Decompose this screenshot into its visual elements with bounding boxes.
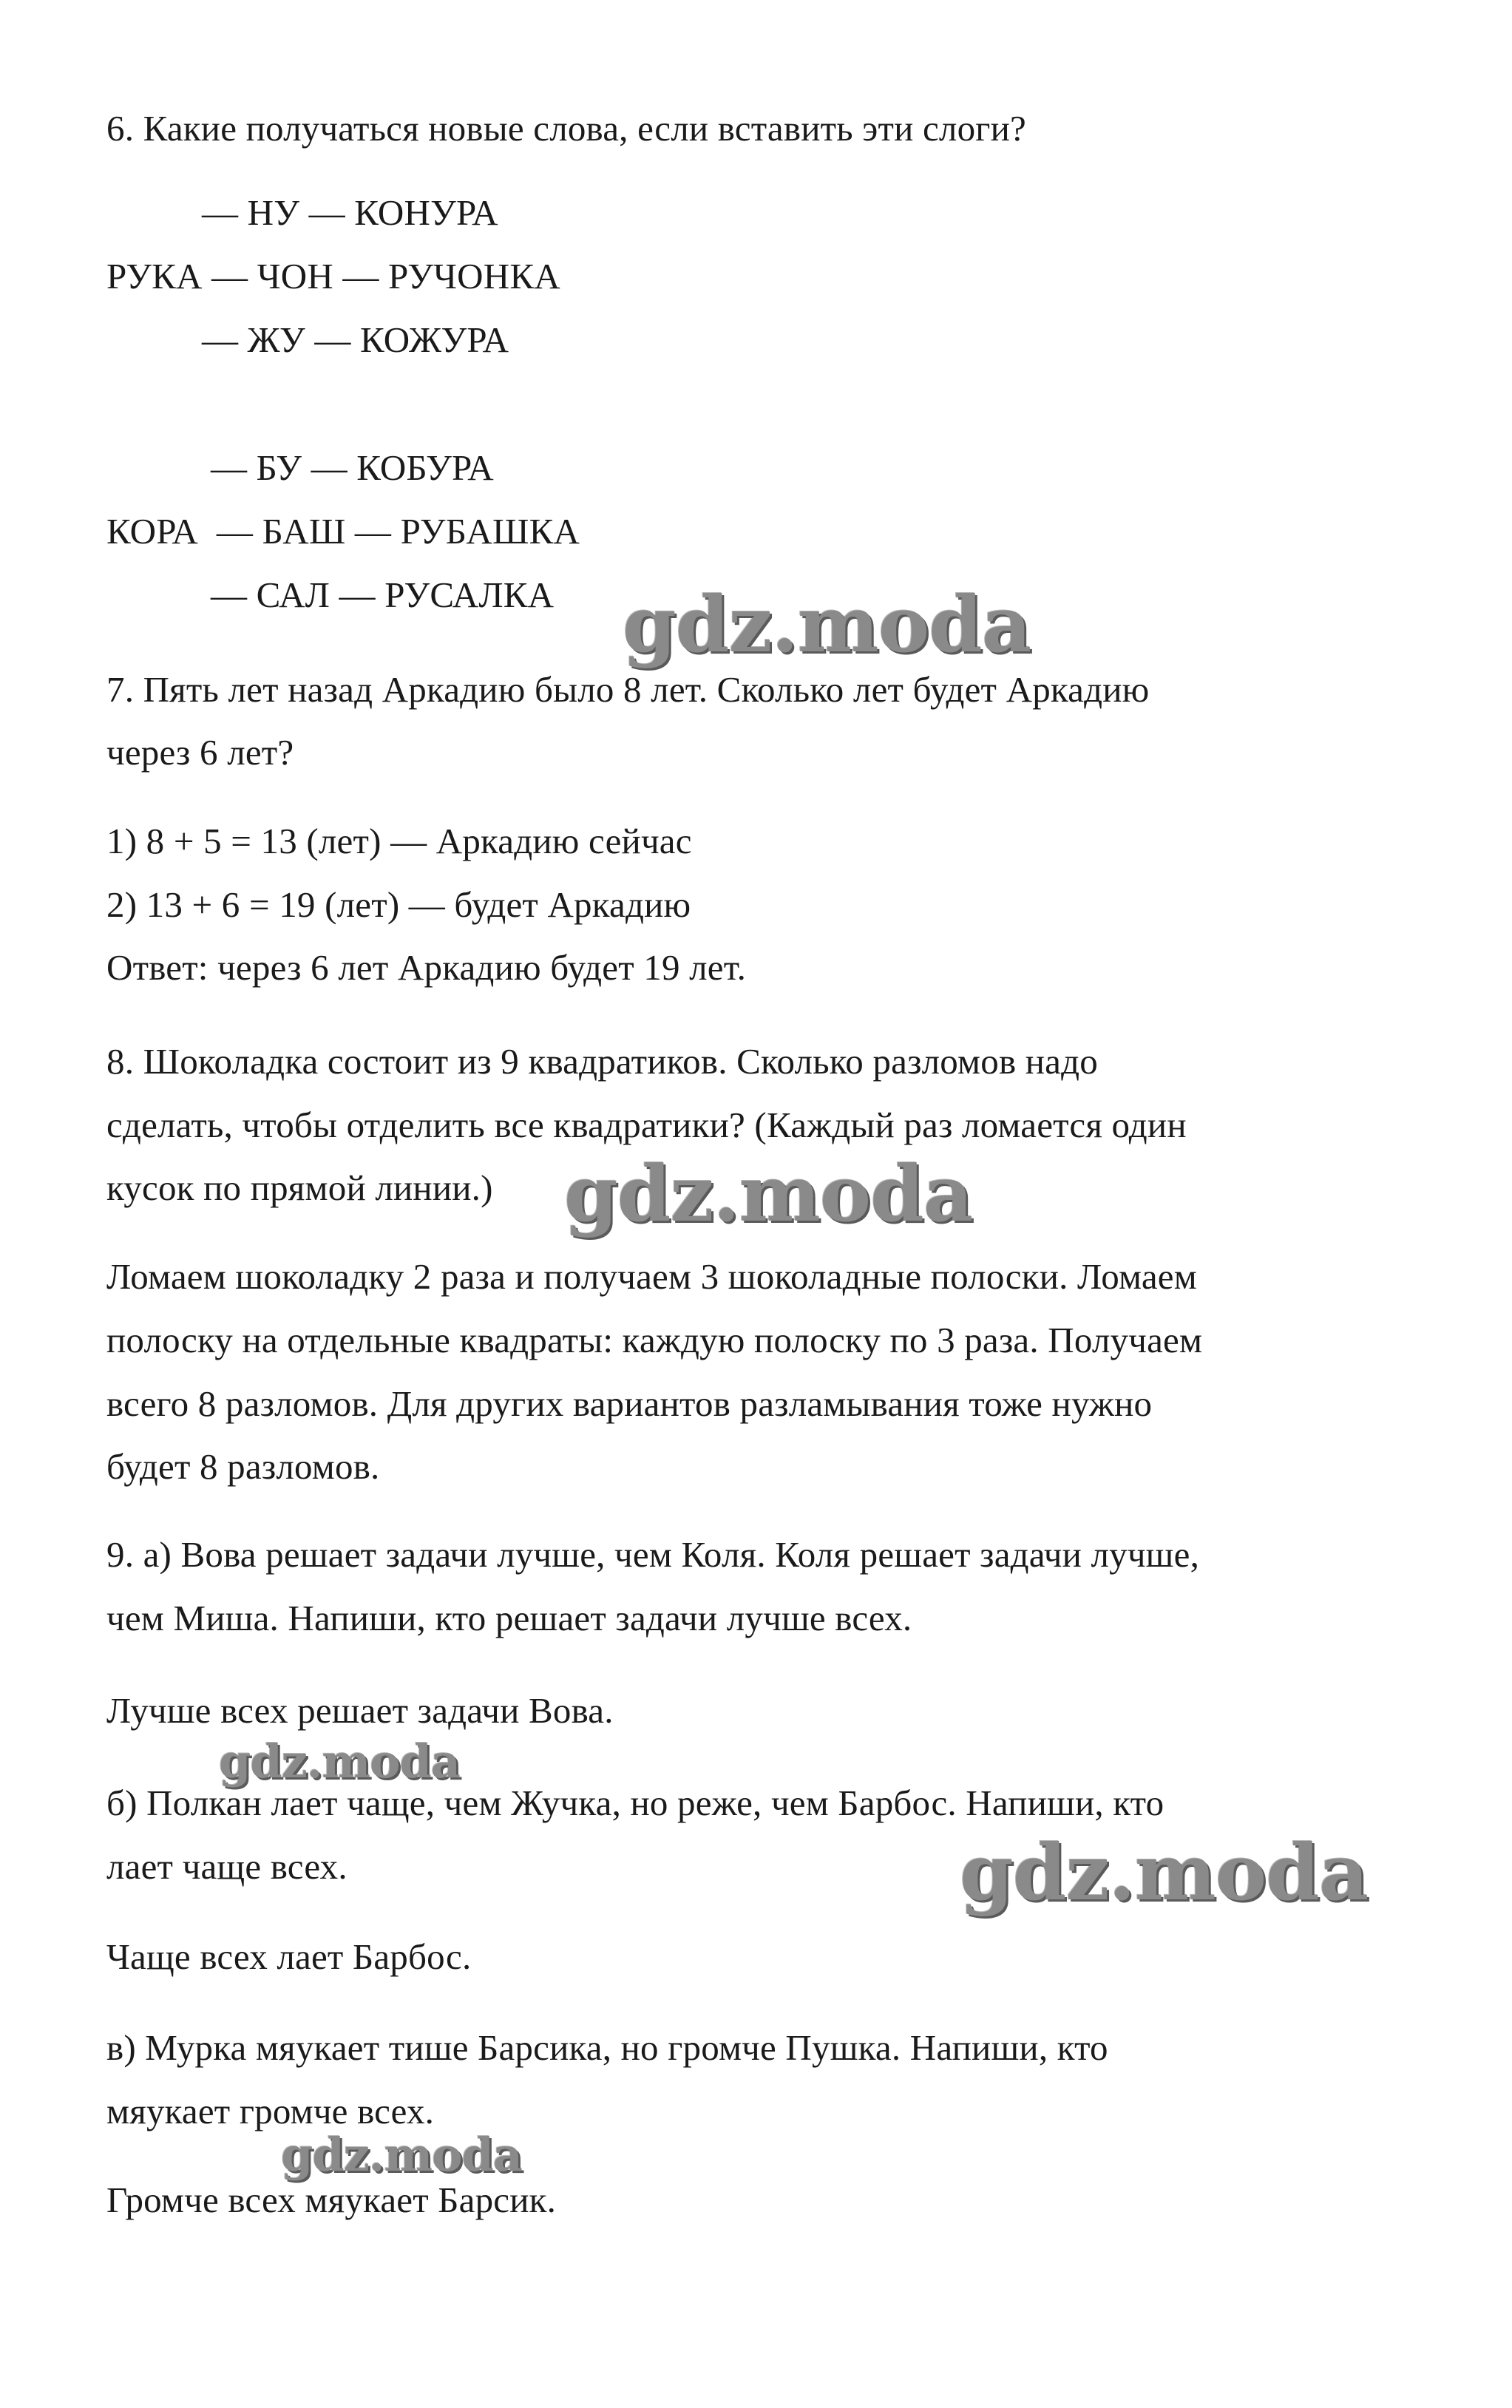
- task8-answer: всего 8 разломов. Для других вариантов разламывания тоже нужно: [106, 1383, 1153, 1424]
- task9b-question: б) Полкан лает чаще, чем Жучка, но реже, чем Барбос. Напиши, кто: [106, 1783, 1164, 1823]
- task7-solution: 2) 13 + 6 = 19 (лет) — будет Аркадию: [106, 884, 691, 925]
- task9c-question: в) Мурка мяукает тише Барсика, но громче Пушка. Напиши, кто: [106, 2027, 1108, 2068]
- task9a-answer: Лучше всех решает задачи Вова.: [106, 1690, 614, 1731]
- task8-answer: будет 8 разломов.: [106, 1446, 380, 1487]
- task6-line: — ЖУ — КОЖУРА: [202, 319, 509, 360]
- watermark-logo: gdz.moda: [960, 1827, 1369, 1918]
- task6-line: — БУ — КОБУРА: [211, 447, 494, 488]
- task9c-question: мяукает громче всех.: [106, 2091, 435, 2131]
- task7-answer: Ответ: через 6 лет Аркадию будет 19 лет.: [106, 947, 747, 988]
- watermark-logo: gdz.moda: [219, 1734, 460, 1788]
- task6-line: — НУ — КОНУРА: [202, 192, 498, 233]
- task9b-answer: Чаще всех лает Барбос.: [106, 1936, 472, 1977]
- task6-question: 6. Какие получаться новые слова, если вставить эти слоги?: [106, 108, 1026, 149]
- task9c-answer: Громче всех мяукает Барсик.: [106, 2180, 557, 2220]
- task7-question: через 6 лет?: [106, 732, 294, 773]
- task6-line: — САЛ — РУСАЛКА: [211, 574, 555, 615]
- task9a-question: 9. а) Вова решает задачи лучше, чем Коля. Коля решает задачи лучше,: [106, 1534, 1200, 1575]
- task6-line: РУКА — ЧОН — РУЧОНКА: [106, 256, 560, 296]
- task8-answer: Ломаем шоколадку 2 раза и получаем 3 шоколадные полоски. Ломаем: [106, 1256, 1197, 1297]
- task6-line: КОРА — БАШ — РУБАШКА: [106, 511, 580, 552]
- task8-answer: полоску на отдельные квадраты: каждую полоску по 3 раза. Получаем: [106, 1320, 1203, 1360]
- watermark-logo: gdz.moda: [564, 1148, 973, 1239]
- task8-question: 8. Шоколадка состоит из 9 квадратиков. Сколько разломов надо: [106, 1041, 1098, 1082]
- task9b-question: лает чаще всех.: [106, 1846, 348, 1887]
- watermark-logo: gdz.moda: [623, 579, 1031, 670]
- watermark-logo: gdz.moda: [281, 2128, 522, 2182]
- task7-solution: 1) 8 + 5 = 13 (лет) — Аркадию сейчас: [106, 821, 692, 861]
- task7-question: 7. Пять лет назад Аркадию было 8 лет. Сколько лет будет Аркадию: [106, 669, 1150, 710]
- task8-question: сделать, чтобы отделить все квадратики? (Каждый раз ломается один: [106, 1105, 1187, 1145]
- task9a-question: чем Миша. Напиши, кто решает задачи лучше всех.: [106, 1598, 912, 1638]
- task8-question: кусок по прямой линии.): [106, 1167, 493, 1208]
